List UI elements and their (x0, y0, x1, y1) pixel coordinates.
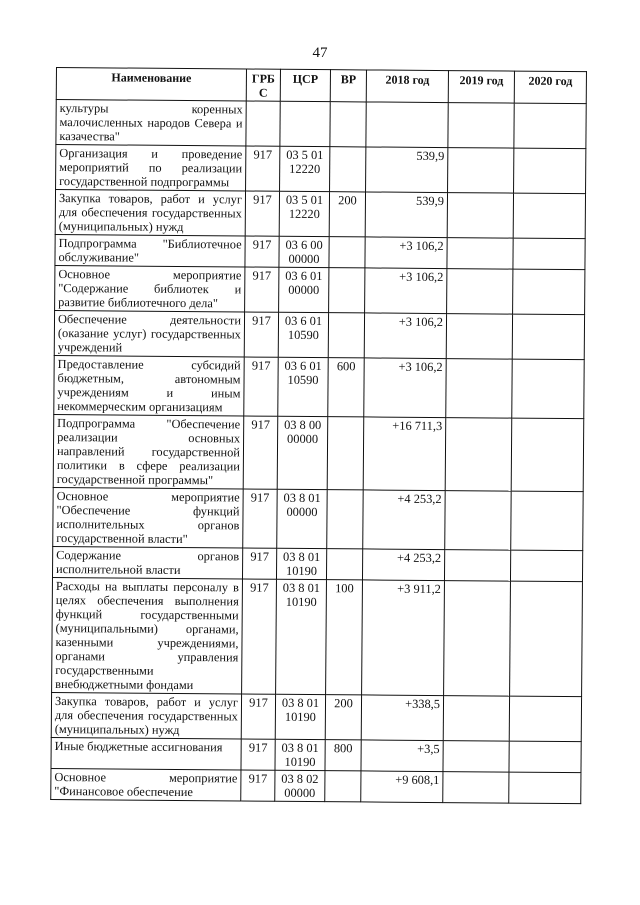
cell-csr: 03 5 01 12220 (279, 191, 329, 236)
cell-csr: 03 6 01 00000 (279, 267, 329, 312)
table-row (54, 310, 584, 359)
cell-vr: 800 (325, 740, 361, 771)
cell-csr (280, 101, 330, 146)
cell-vr: 600 (328, 358, 364, 417)
budget-table-container (50, 67, 587, 804)
cell-2020 (509, 696, 581, 742)
cell-vr (328, 313, 364, 358)
cell-grbs: 917 (242, 548, 276, 579)
cell-2018: +3 911,2 (362, 580, 445, 696)
cell-grbs: 917 (242, 579, 277, 694)
cell-2018: +3 106,2 (364, 358, 446, 418)
table-row (56, 100, 586, 149)
cell-2019 (445, 491, 511, 551)
cell-name: Организация и проведение мероприятий по реализации государственной подпрограммы (56, 145, 246, 191)
cell-csr: 03 8 02 00000 (275, 770, 325, 801)
cell-vr (330, 147, 366, 192)
cell-2020 (509, 772, 581, 804)
cell-2018: +338,5 (361, 695, 443, 741)
cell-name: Иные бюджетные ассигнования (51, 737, 241, 769)
cell-grbs: 917 (241, 770, 275, 801)
cell-csr: 03 8 01 10190 (276, 548, 326, 579)
header-2019: 2019 год (448, 71, 514, 104)
cell-2018: +4 253,2 (362, 549, 444, 581)
cell-grbs: 917 (243, 416, 278, 489)
cell-2018 (366, 102, 448, 148)
cell-2019 (447, 193, 513, 239)
cell-grbs: 917 (245, 267, 279, 312)
table-row (55, 234, 585, 269)
table-row (52, 577, 583, 696)
cell-name: Предоставление субсидий бюджетным, автономным учреждениям и иным некоммерческим организациям (54, 355, 244, 415)
cell-vr (329, 237, 365, 268)
cell-2020 (509, 741, 581, 773)
header-name: Наименование (56, 68, 246, 101)
cell-2020 (512, 314, 584, 360)
cell-2020 (513, 238, 585, 270)
cell-2019 (444, 550, 510, 582)
budget-table (50, 67, 587, 804)
table-row (51, 737, 581, 772)
cell-2018: +9 608,1 (361, 771, 443, 803)
table-header-row (56, 68, 586, 104)
table-row (56, 145, 586, 194)
cell-vr (327, 417, 364, 490)
cell-2018: +3 106,2 (364, 313, 446, 359)
cell-2019 (448, 103, 514, 149)
cell-name: культуры коренных малочисленных народов Севера и казачества" (56, 100, 246, 146)
cell-2020 (512, 359, 584, 419)
cell-grbs (246, 101, 280, 146)
cell-csr: 03 8 00 00000 (277, 416, 328, 489)
cell-csr: 03 6 01 10590 (278, 312, 328, 357)
table-row (55, 190, 585, 239)
table-row (53, 487, 583, 550)
cell-name: Расходы на выплаты персоналу в целях обеспечения выполнения функций государственными (муниципальными) органами, казенными учреждениями, органами управления государственными внебюджетными фондами (52, 577, 243, 693)
cell-2018: +16 711,3 (363, 417, 446, 491)
table-row (54, 355, 584, 418)
cell-2019 (445, 418, 512, 492)
cell-2020 (511, 491, 583, 551)
cell-name: Закупка товаров, работ и услуг для обеспечения государственных (муниципальных) нужд (51, 692, 241, 738)
cell-2019 (444, 581, 511, 697)
cell-2020 (513, 193, 585, 239)
cell-2018: +4 253,2 (363, 490, 445, 550)
cell-vr (326, 549, 362, 580)
cell-vr (330, 102, 366, 147)
page-number: 47 (312, 45, 328, 61)
cell-2018: +3,5 (361, 740, 443, 772)
cell-2019 (443, 696, 509, 742)
cell-vr: 100 (326, 580, 363, 695)
table-row (53, 414, 584, 491)
cell-vr (327, 490, 363, 549)
cell-2020 (513, 269, 585, 315)
cell-grbs: 917 (244, 357, 278, 416)
cell-vr: 200 (329, 192, 365, 237)
cell-name: Обеспечение деятельности (оказание услуг) государственных учреждений (54, 310, 244, 356)
header-vr: ВР (330, 70, 366, 102)
cell-csr: 03 6 01 10590 (278, 357, 328, 416)
cell-csr: 03 8 01 10190 (276, 579, 327, 694)
cell-csr: 03 8 01 10190 (275, 739, 325, 770)
cell-name: Закупка товаров, работ и услуг для обеспечения государственных (муниципальных) нужд (55, 190, 245, 236)
cell-vr: 200 (325, 695, 361, 740)
cell-2019 (443, 772, 509, 804)
header-csr: ЦСР (280, 69, 330, 101)
cell-2018: 539,9 (366, 147, 448, 193)
cell-2019 (447, 269, 513, 315)
cell-2020 (510, 581, 583, 697)
cell-grbs: 917 (243, 489, 277, 548)
cell-vr (329, 268, 365, 313)
cell-name: Основное мероприятие "Финансовое обеспечение (51, 768, 241, 800)
cell-grbs: 917 (241, 694, 275, 739)
cell-2020 (514, 148, 586, 194)
cell-vr (325, 771, 361, 802)
cell-name: Основное мероприятие "Содержание библиотек и развитие библиотечного дела" (55, 265, 245, 311)
cell-2020 (514, 103, 586, 149)
table-row (52, 546, 582, 581)
cell-2019 (447, 238, 513, 270)
cell-grbs: 917 (245, 236, 279, 267)
cell-2018: 539,9 (365, 192, 447, 238)
cell-2019 (448, 148, 514, 194)
cell-grbs: 917 (245, 191, 279, 236)
cell-name: Подпрограмма "Обеспечение реализации основных направлений государственной политики в сфере реализации государственной программы" (53, 414, 244, 488)
table-row (55, 265, 585, 314)
header-2018: 2018 год (366, 70, 448, 103)
cell-csr: 03 8 01 10190 (275, 694, 325, 739)
cell-2020 (511, 418, 584, 492)
cell-2019 (443, 741, 509, 773)
cell-2018: +3 106,2 (365, 237, 447, 269)
cell-2019 (446, 359, 512, 419)
cell-2019 (446, 314, 512, 360)
cell-grbs: 917 (241, 739, 275, 770)
cell-grbs: 917 (244, 312, 278, 357)
cell-grbs: 917 (246, 146, 280, 191)
cell-2020 (510, 550, 582, 582)
header-grbs: ГРБ С (246, 69, 280, 101)
table-row (51, 768, 581, 803)
table-row (51, 692, 581, 741)
cell-name: Основное мероприятие "Обеспечение функций исполнительных органов государственной власти" (53, 487, 243, 547)
header-2020: 2020 год (514, 71, 586, 104)
cell-name: Содержание органов исполнительной власти (52, 546, 242, 578)
cell-2018: +3 106,2 (365, 268, 447, 314)
cell-name: Подпрограмма "Библиотечное обслуживание" (55, 234, 245, 266)
cell-csr: 03 8 01 00000 (277, 489, 327, 548)
cell-csr: 03 6 00 00000 (279, 236, 329, 267)
cell-csr: 03 5 01 12220 (280, 146, 330, 191)
